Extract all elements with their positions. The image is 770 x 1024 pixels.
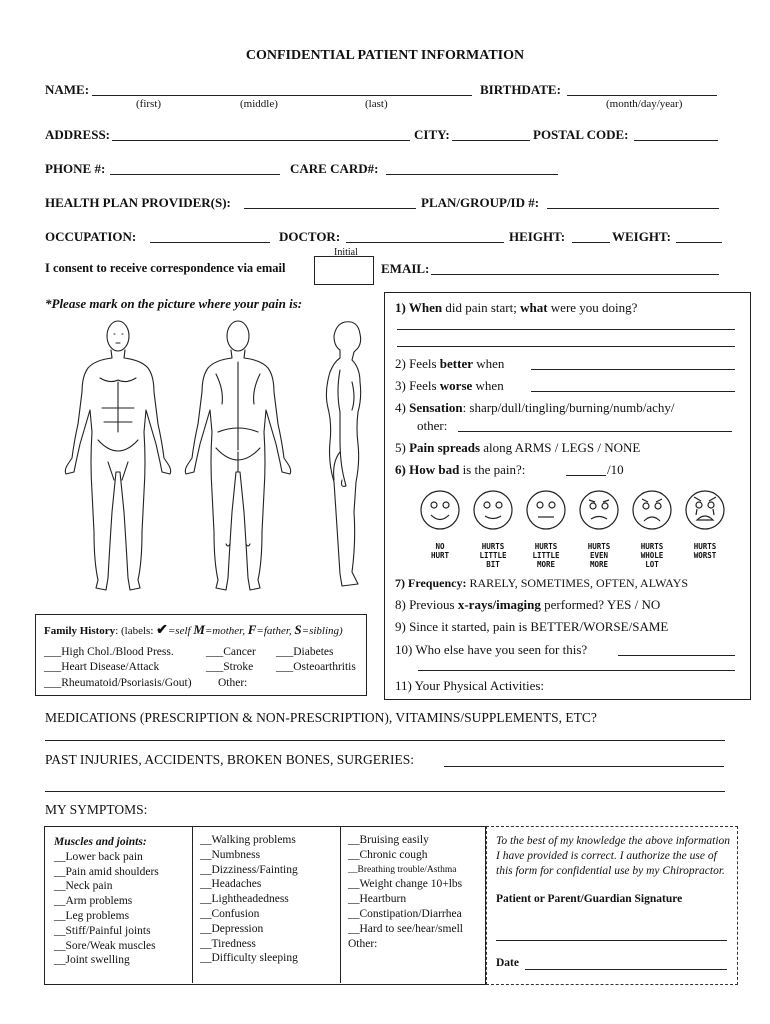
- family-history-heading: Family History: (labels: ✔=self M=mother, F=father, S=sibling): [44, 622, 343, 638]
- symptom-leg-problems[interactable]: __Leg problems: [54, 909, 130, 922]
- face-whole-lot: [633, 491, 671, 529]
- symptoms-col-2: [200, 833, 298, 966]
- occupation-field[interactable]: [150, 242, 270, 243]
- question-6: 6) How bad is the pain?:: [395, 462, 526, 477]
- symptoms-title: MY SYMPTOMS:: [45, 802, 148, 817]
- q3-answer-line[interactable]: [531, 391, 735, 392]
- q6-scale: /10: [607, 462, 624, 477]
- question-3: 3) Feels worse when: [395, 378, 504, 393]
- city-field[interactable]: [452, 140, 530, 141]
- face-label-0: NO HURT: [430, 542, 450, 560]
- question-7: 7) Frequency: RARELY, SOMETIMES, OFTEN, ALWAYS: [395, 576, 689, 590]
- symptom-bruising[interactable]: __Bruising easily: [348, 834, 429, 846]
- symptom-sleeping[interactable]: __Difficulty sleeping: [200, 952, 298, 965]
- question-9: 9) Since it started, pain is BETTER/WORSE/SAME: [395, 619, 669, 634]
- side-body-figure: [326, 322, 360, 586]
- postal-field[interactable]: [634, 140, 718, 141]
- weight-field[interactable]: [676, 242, 722, 243]
- question-8: 8) Previous x-rays/imaging performed? YES / NO: [395, 597, 661, 612]
- address-field[interactable]: [112, 140, 410, 141]
- symptoms-divider-2: [340, 826, 341, 983]
- carecard-label: CARE CARD#:: [290, 161, 379, 176]
- signature-line[interactable]: [496, 940, 727, 941]
- health-plan-label: HEALTH PLAN PROVIDER(S):: [45, 195, 231, 210]
- symptom-other[interactable]: Other:: [348, 937, 378, 950]
- health-plan-field[interactable]: [244, 208, 416, 209]
- face-label-3: HURTS EVEN MORE: [587, 542, 611, 569]
- symptom-joint-swelling[interactable]: __Joint swelling: [54, 954, 130, 967]
- symptom-cough[interactable]: __Chronic cough: [348, 848, 428, 861]
- name-label: NAME:: [45, 82, 90, 97]
- email-label: EMAIL:: [381, 261, 430, 276]
- symptom-lower-back[interactable]: __Lower back pain: [54, 850, 143, 863]
- symptom-stiff-joints[interactable]: __Stiff/Painful joints: [54, 924, 151, 937]
- symptom-constipation[interactable]: __Constipation/Diarrhea: [348, 907, 462, 920]
- question-10: 10) Who else have you seen for this?: [395, 642, 588, 657]
- phone-field[interactable]: [110, 174, 280, 175]
- weight-label: WEIGHT:: [612, 229, 671, 244]
- symptoms-divider-1: [192, 826, 193, 983]
- symptom-pain-shoulders[interactable]: __Pain amid shoulders: [54, 865, 159, 878]
- symptom-dizziness[interactable]: __Dizziness/Fainting: [200, 863, 298, 876]
- pain-faces: [413, 486, 743, 534]
- muscles-joints-heading: Muscles and joints:: [54, 836, 147, 848]
- symptom-hard-to-see[interactable]: __Hard to see/hear/smell: [348, 922, 463, 935]
- q10-answer-line-2[interactable]: [418, 670, 735, 671]
- face-label-2: HURTS LITTLE MORE: [532, 542, 560, 569]
- family-rheumatoid[interactable]: ___Rheumatoid/Psoriasis/Gout): [44, 677, 192, 689]
- email-field[interactable]: [431, 274, 719, 275]
- symptoms-col-3: [348, 833, 463, 951]
- symptom-numbness[interactable]: __Numbness: [200, 848, 261, 861]
- family-osteoarthritis[interactable]: ___Osteoarthritis: [276, 661, 356, 673]
- height-label: HEIGHT:: [509, 229, 566, 244]
- pain-prompt: *Please mark on the picture where your pain is:: [45, 296, 303, 311]
- date-line[interactable]: [525, 969, 727, 970]
- question-11: 11) Your Physical Activities:: [395, 678, 545, 693]
- middle-hint: (middle): [240, 98, 278, 110]
- face-little-bit: [474, 491, 512, 529]
- last-hint: (last): [365, 98, 388, 110]
- postal-label: POSTAL CODE:: [533, 127, 629, 142]
- signature-statement: To the best of my knowledge the above information I have provided is correct. I authorize the use of this form for confidential use by my Chiropractor.: [496, 835, 731, 877]
- birthdate-field[interactable]: [567, 95, 717, 96]
- face-label-1: HURTS LITTLE BIT: [479, 542, 507, 569]
- family-other[interactable]: Other:: [218, 677, 248, 689]
- address-label: ADDRESS:: [45, 127, 111, 142]
- back-body-figure: [185, 321, 290, 590]
- medications-label: MEDICATIONS (PRESCRIPTION & NON-PRESCRIPTION), VITAMINS/SUPPLEMENTS, ETC?: [45, 710, 597, 725]
- consent-text: I consent to receive correspondence via email: [45, 261, 286, 275]
- page-title: CONFIDENTIAL PATIENT INFORMATION: [245, 48, 525, 63]
- face-even-more: [580, 491, 618, 529]
- family-cancer[interactable]: ___Cancer: [206, 646, 256, 658]
- q1-answer-line-1[interactable]: [397, 329, 735, 330]
- question-5: 5) Pain spreads along ARMS / LEGS / NONE: [395, 440, 641, 455]
- symptom-arm-problems[interactable]: __Arm problems: [54, 895, 133, 908]
- question-2: 2) Feels better when: [395, 356, 505, 371]
- plan-id-label: PLAN/GROUP/ID #:: [421, 195, 540, 210]
- q4-other-line[interactable]: [458, 431, 732, 432]
- symptom-lightheadedness[interactable]: __Lightheadedness: [200, 893, 289, 906]
- injuries-label: PAST INJURIES, ACCIDENTS, BROKEN BONES, SURGERIES:: [45, 752, 415, 767]
- initial-box[interactable]: [314, 256, 374, 285]
- date-format-hint: (month/day/year): [606, 98, 683, 110]
- family-stroke[interactable]: ___Stroke: [206, 661, 254, 673]
- city-label: CITY:: [414, 127, 450, 142]
- face-little-more: [527, 491, 565, 529]
- symptom-tiredness[interactable]: __Tiredness: [200, 937, 256, 950]
- symptom-neck-pain[interactable]: __Neck pain: [54, 880, 113, 893]
- symptoms-col-1: [54, 835, 159, 968]
- signature-label: Patient or Parent/Guardian Signature: [496, 893, 683, 905]
- doctor-field[interactable]: [346, 242, 504, 243]
- family-heart-disease[interactable]: ___Heart Disease/Attack: [44, 661, 160, 673]
- q2-answer-line[interactable]: [531, 369, 735, 370]
- injuries-line-2[interactable]: [45, 791, 725, 792]
- birthdate-label: BIRTHDATE:: [480, 82, 561, 97]
- face-label-4: HURTS WHOLE LOT: [640, 542, 664, 569]
- face-worst: [686, 491, 724, 529]
- symptom-headaches[interactable]: __Headaches: [200, 878, 262, 891]
- carecard-field[interactable]: [386, 174, 558, 175]
- occupation-label: OCCUPATION:: [45, 229, 137, 244]
- doctor-label: DOCTOR:: [279, 229, 341, 244]
- symptom-walking[interactable]: __Walking problems: [200, 834, 296, 846]
- symptom-confusion[interactable]: __Confusion: [200, 907, 260, 920]
- name-field[interactable]: [92, 95, 472, 96]
- face-no-hurt: [421, 491, 459, 529]
- date-label: Date: [496, 957, 519, 969]
- family-diabetes[interactable]: ___Diabetes: [276, 646, 334, 658]
- height-field[interactable]: [572, 242, 610, 243]
- body-chart[interactable]: [40, 312, 380, 602]
- injuries-line-1[interactable]: [444, 766, 724, 767]
- plan-id-field[interactable]: [547, 208, 719, 209]
- q1-answer-line-2[interactable]: [397, 346, 735, 347]
- face-label-5: HURTS WORST: [693, 542, 717, 560]
- initial-label: Initial: [334, 247, 358, 258]
- q10-answer-line-1[interactable]: [618, 655, 735, 656]
- medications-line[interactable]: [45, 740, 725, 741]
- symptom-weight-change[interactable]: __Weight change 10+lbs: [348, 878, 463, 891]
- q6-answer-line[interactable]: [566, 475, 606, 476]
- phone-label: PHONE #:: [45, 161, 106, 176]
- symptom-heartburn[interactable]: __Heartburn: [348, 893, 407, 906]
- question-1: 1) When did pain start; what were you doing?: [395, 300, 638, 315]
- question-4-other: other:: [417, 418, 448, 433]
- first-hint: (first): [136, 98, 162, 110]
- symptom-breathing[interactable]: __Breathing trouble/Asthma: [348, 864, 457, 875]
- symptom-sore-muscles[interactable]: __Sore/Weak muscles: [54, 939, 156, 952]
- family-high-chol[interactable]: ___High Chol./Blood Press.: [44, 646, 174, 658]
- question-4: 4) Sensation: sharp/dull/tingling/burning/numb/achy/: [395, 400, 675, 415]
- front-body-figure: [65, 321, 170, 590]
- symptom-depression[interactable]: __Depression: [200, 922, 264, 935]
